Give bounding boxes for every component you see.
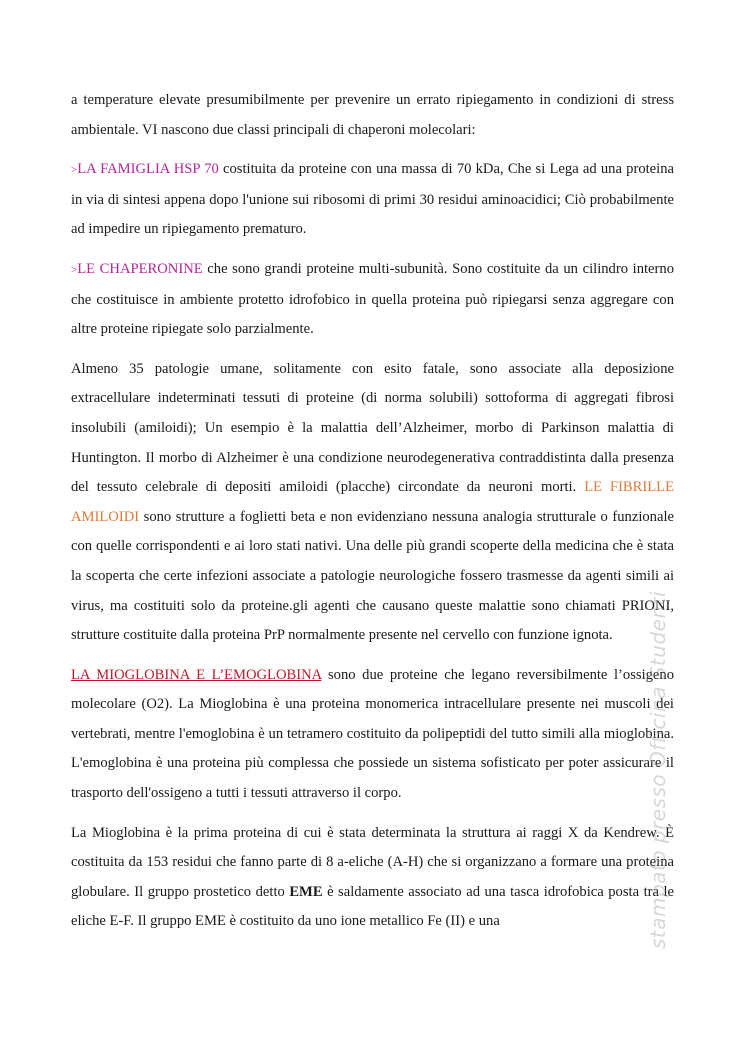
bullet-marker: >: [71, 164, 78, 177]
highlight-mioglobina-emoglobina: LA MIOGLOBINA E L’EMOGLOBINA: [71, 666, 322, 683]
paragraph-text: Almeno 35 patologie umane, solitamente con esito fatale, sono associate alla deposizione extracellulare indeterminati tessuti di proteine (di norma solubili) sottoforma di aggregati fibrosi insolubili (amiloidi); Un esempio è la malattia dell’Alzheimer, morbo di Parkinson malattia di Huntington. Il morbo di Alzheimer è una condizione neurodegenerativa contraddistinta dalla presenza del tessuto celebrale di depositi amiloidi (placche) circondate da neuroni morti.: [71, 360, 674, 496]
paragraph-text: a temperature elevate presumibilmente per prevenire un errato ripiegamento in condizioni di stress ambientale. VI nascono due classi principali di chaperoni molecolari:: [71, 92, 674, 138]
paragraph-myoglobin-hemoglobin: [71, 661, 674, 809]
highlight-chaperonine: LE CHAPERONINE: [77, 260, 203, 277]
paragraph-text: è saldamente associato ad una tasca idrofobica posta tra le eliche E-F. Il gruppo EME è costituito da uno ione metallico Fe (II) e una: [71, 883, 674, 930]
paragraph-text: La Mioglobina è la prima proteina di cui è stata determinata la struttura ai raggi X da Kendrew. È costituita da 153 residui che fanno parte di 8 a-eliche (A-H) che si organizzano a formare una proteina globulare. Il gruppo prostetico detto: [71, 824, 674, 900]
bullet-marker: >: [71, 263, 78, 276]
bold-term-eme: EME: [289, 883, 323, 900]
paragraph-hsp70: [71, 155, 674, 245]
watermark: [645, 560, 671, 980]
paragraph-chaperonine: [71, 255, 674, 345]
paragraph-amyloid: [71, 355, 674, 651]
document-body: [71, 86, 674, 950]
highlight-hsp70: LA FAMIGLIA HSP 70: [77, 161, 219, 178]
paragraph-chaperones-intro: [71, 86, 674, 145]
paragraph-text: sono due proteine che legano reversibilmente l’ossigeno molecolare (O2). La Mioglobina è una proteina monomerica intracellulare presente nei muscoli dei vertebrati, mentre l'emoglobina è un tetramero costituito da polipeptidi del tutto simili alla mioglobina. L'emoglobina è una proteina più complessa che possiede un sistema sofisticato per poter assicurare il trasporto dell'ossigeno a tutti i tessuti attraverso il corpo.: [71, 666, 674, 802]
highlight-fibrille-amiloidi: LE FIBRILLE AMILOIDI: [71, 479, 674, 525]
paragraph-text: sono strutture a foglietti beta e non evidenziano nessuna analogia strutturale o funzionale con quelle corrispondenti e ai loro stati nativi. Una delle più grandi scoperte della medicina che è stata la scoperta che certe infezioni associate a patologie neurologiche fossero trasmesse da agenti simili ai virus, ma costituiti solo da proteine.gli agenti che causano queste malattie sono chiamati PRIONI, strutture costituite dalla proteina PrP normalmente presente nel cervello con funzione ignota.: [71, 508, 674, 644]
paragraph-text: che sono grandi proteine multi-subunità. Sono costituite da un cilindro interno che costituisce in ambiente protetto idrofobico in quella proteina può ripiegarsi senza aggregare con altre proteine ripiegate solo parzialmente.: [71, 260, 674, 338]
watermark-text: stampato presso Officina Studenti: [646, 590, 670, 950]
paragraph-text: costituita da proteine con una massa di 70 kDa, Che si Lega ad una proteina in via di sintesi appena dopo l'unione sui ribosomi di primi 30 residui aminoacidici; Ciò probabilmente ad impedire un ripiegamento prematuro.: [71, 161, 674, 238]
paragraph-myoglobin-structure: [71, 819, 674, 937]
